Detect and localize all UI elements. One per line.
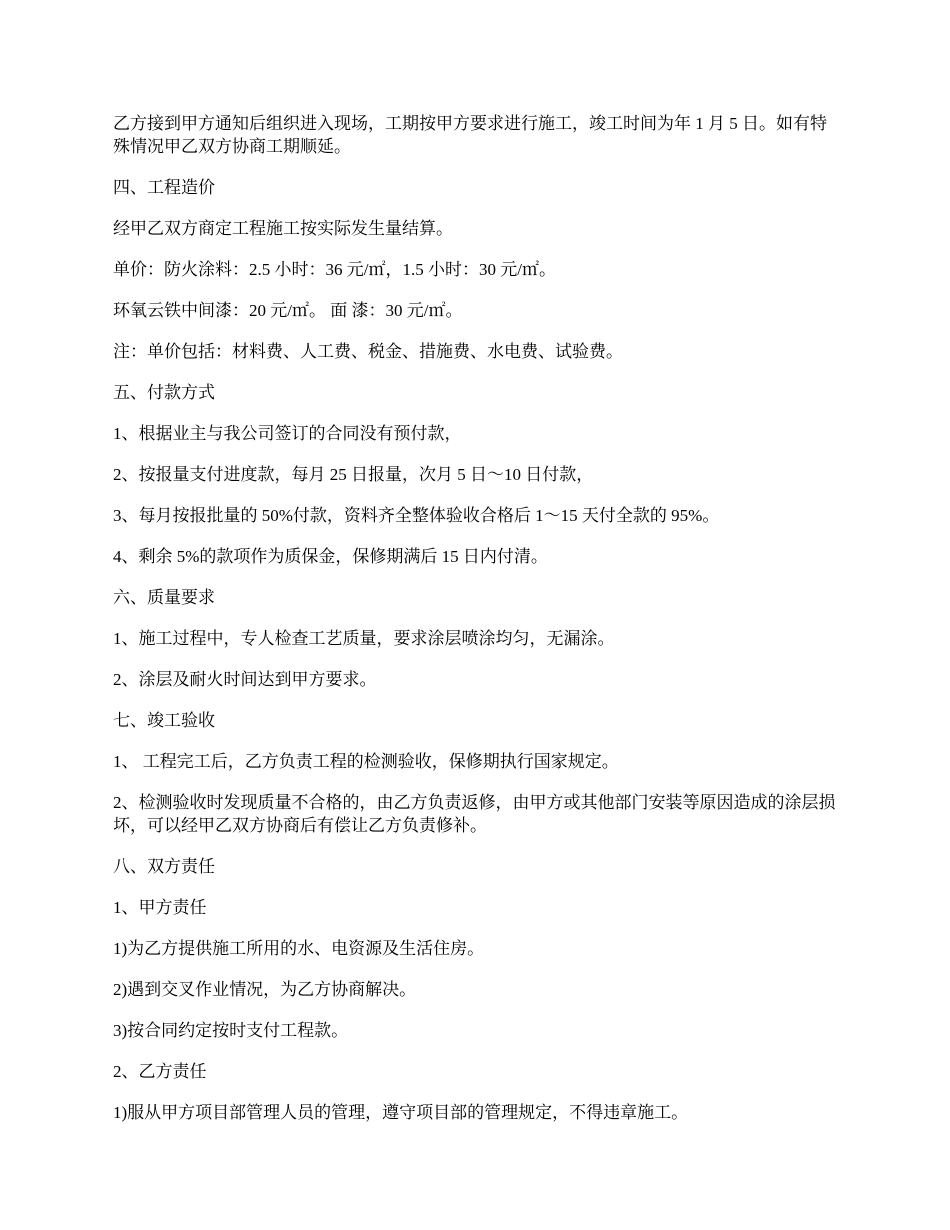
- party-a-item-1: 1)为乙方提供施工所用的水、电资源及生活住房。: [113, 939, 485, 958]
- payment-item-3: 3、每月按报批量的 50%付款，资料齐全整体验收合格后 1～15 天付全款的 95%。: [113, 506, 720, 525]
- heading-payment-method: 五、付款方式: [113, 383, 215, 402]
- party-a-item-3: 3)按合同约定按时支付工程款。: [113, 1021, 349, 1040]
- heading-responsibilities: 八、双方责任: [113, 857, 215, 876]
- paragraph-settlement: 经甲乙双方商定工程施工按实际发生量结算。: [113, 219, 453, 238]
- party-a-item-2: 2)遇到交叉作业情况，为乙方协商解决。: [113, 980, 417, 999]
- payment-item-2: 2、按报量支付进度款，每月 25 日报量，次月 5 日～10 日付款，: [113, 465, 594, 484]
- heading-party-a-responsibility: 1、甲方责任: [113, 898, 207, 917]
- heading-quality-requirements: 六、质量要求: [113, 588, 215, 607]
- quality-item-1: 1、施工过程中，专人检查工艺质量，要求涂层喷涂均匀，无漏涂。: [113, 629, 615, 648]
- quality-item-2: 2、涂层及耐火时间达到甲方要求。: [113, 670, 377, 689]
- party-b-item-1: 1)服从甲方项目部管理人员的管理，遵守项目部的管理规定，不得违章施工。: [113, 1103, 689, 1122]
- acceptance-item-2: 2、检测验收时发现质量不合格的，由乙方负责返修，由甲方或其他部门安装等原因造成的涂层损坏，可以经甲乙双方协商后有偿让乙方负责修补。: [113, 793, 836, 835]
- paragraph-price-note: 注：单价包括：材料费、人工费、税金、措施费、水电费、试验费。: [113, 342, 623, 361]
- paragraph-unit-price-paint: 环氧云铁中间漆：20 元/㎡。 面 漆：30 元/㎡。: [113, 301, 463, 320]
- acceptance-item-1: 1、 工程完工后，乙方负责工程的检测验收，保修期执行国家规定。: [113, 752, 619, 771]
- payment-item-1: 1、根据业主与我公司签订的合同没有预付款，: [113, 424, 462, 443]
- paragraph-unit-price-fireproof: 单价：防火涂料：2.5 小时：36 元/㎡，1.5 小时：30 元/㎡。: [113, 260, 556, 279]
- heading-project-cost: 四、工程造价: [113, 178, 215, 197]
- paragraph-schedule: 乙方接到甲方通知后组织进入现场，工期按甲方要求进行施工，竣工时间为年 1 月 5 日。如有特殊情况甲乙双方协商工期顺延。: [113, 114, 827, 156]
- payment-item-4: 4、剩余 5%的款项作为质保金，保修期满后 15 日内付清。: [113, 547, 548, 566]
- heading-party-b-responsibility: 2、乙方责任: [113, 1062, 207, 1081]
- heading-completion-acceptance: 七、竣工验收: [113, 711, 215, 730]
- document-body: [113, 112, 838, 1142]
